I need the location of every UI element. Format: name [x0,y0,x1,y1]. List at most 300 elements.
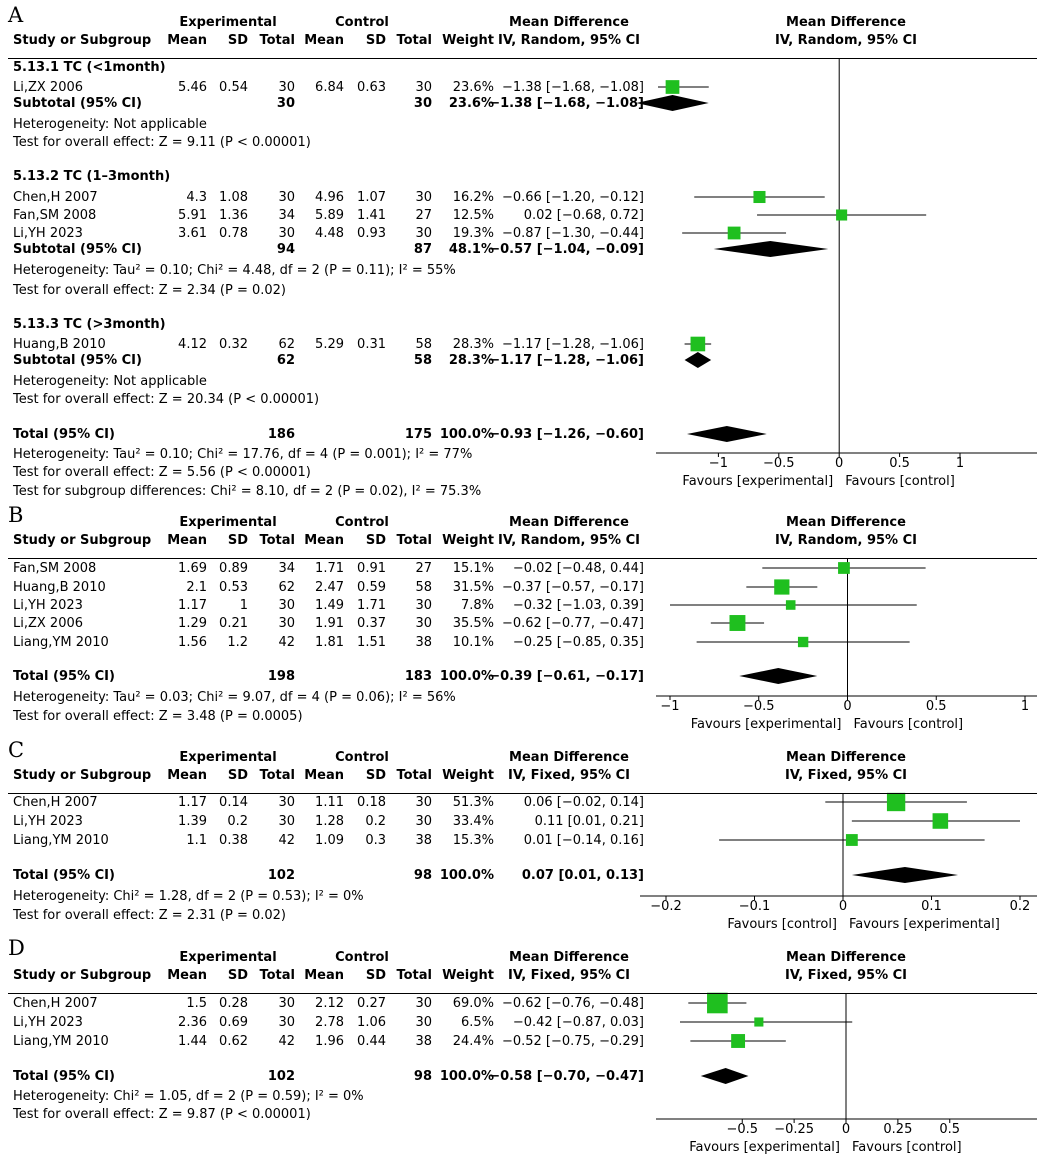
ctrl-sd-value: 1.06 [357,1015,386,1030]
exp-mean-header: Mean [167,968,207,983]
study-square-marker [836,209,847,220]
exp-sd-value: 0.21 [219,616,248,631]
exp-total-value: 30 [278,795,295,810]
statistics-note: Test for overall effect: Z = 20.34 (P < 0.00001) [13,392,320,407]
study-name: Huang,B 2010 [13,580,106,595]
subgroup-label: 5.13.3 TC (>3month) [13,317,166,332]
mean-difference-ci: −0.32 [−1.03, 0.39] [512,598,644,613]
ctrl-sd-value: 1.71 [357,598,386,613]
weight-value: 19.3% [452,226,494,241]
exp-sd-value: 0.62 [219,1034,248,1049]
ctrl-sd-value: 0.31 [357,337,386,352]
ctrl-total-value: 58 [415,337,432,352]
x-axis-tick-label: 0 [843,699,852,714]
exp-sd-value: 1.08 [219,190,248,205]
study-name: Fan,SM 2008 [13,208,97,223]
x-axis-tick-label: 0 [841,1122,851,1137]
weight-value: 10.1% [452,635,494,650]
panel-letter: B [8,503,24,527]
study-name: Liang,YM 2010 [13,833,109,848]
subtotal-diamond [636,95,708,111]
md-method-header: IV, Random, 95% CI [498,33,640,48]
ctrl-mean-value: 2.78 [315,1015,344,1030]
ctrl-mean-value: 1.81 [315,635,344,650]
study-name: Li,YH 2023 [13,598,83,613]
study-square-marker [933,813,949,829]
ctrl-total-value: 98 [413,868,432,883]
plot-title: Mean Difference [786,515,906,530]
total-label: Total (95% CI) [13,1069,115,1084]
study-name: Li,ZX 2006 [13,616,84,631]
total-label: Total (95% CI) [13,868,115,883]
weight-value: 15.1% [452,561,494,576]
control-group-header: Control [335,15,389,30]
plot-title: Mean Difference [786,950,906,965]
ctrl-mean-value: 1.11 [315,795,344,810]
exp-mean-value: 2.1 [186,580,207,595]
total-diamond [687,426,767,442]
exp-sd-value: 0.28 [219,996,248,1011]
ctrl-mean-value: 1.49 [315,598,344,613]
weight-value: 100.0% [439,669,494,684]
plot-method-header: IV, Fixed, 95% CI [784,768,908,783]
study-name: Li,ZX 2006 [13,80,84,95]
exp-total-value: 34 [278,561,295,576]
exp-total-value: 30 [278,996,295,1011]
exp-mean-value: 1.44 [178,1034,207,1049]
study-name: Chen,H 2007 [13,190,98,205]
ctrl-mean-value: 2.47 [315,580,344,595]
ctrl-sd-value: 0.18 [357,795,386,810]
exp-mean-header: Mean [167,768,207,783]
x-axis-tick-label: −0.2 [650,899,682,914]
x-axis-tick-label: −0.5 [742,699,775,714]
exp-sd-value: 0.2 [227,814,248,829]
exp-mean-value: 5.91 [178,208,207,223]
plot-method-header: IV, Fixed, 95% CI [784,968,908,983]
exp-mean-header: Mean [167,533,207,548]
control-group-header: Control [335,950,389,965]
exp-mean-value: 4.3 [186,190,207,205]
total-diamond [852,867,958,883]
ctrl-sd-header: SD [365,768,386,783]
ctrl-sd-value: 1.41 [357,208,386,223]
mean-difference-ci: −0.42 [−0.87, 0.03] [512,1015,644,1030]
exp-mean-value: 3.61 [178,226,207,241]
plot-title: Mean Difference [786,15,906,30]
exp-total-value: 30 [278,80,295,95]
experimental-group-header: Experimental [179,750,277,765]
exp-sd-header: SD [227,768,248,783]
ctrl-mean-value: 5.89 [315,208,344,223]
header-rule [8,993,1037,994]
header-rule [8,793,1037,794]
ctrl-mean-header: Mean [304,33,344,48]
exp-total-value: 62 [278,337,295,352]
exp-mean-value: 1.1 [186,833,207,848]
weight-value: 24.4% [452,1034,494,1049]
subtotal-label: Subtotal (95% CI) [13,96,142,111]
statistics-note: Test for overall effect: Z = 5.56 (P < 0.00001) [13,465,311,480]
plot-title: Mean Difference [786,750,906,765]
statistics-note: Test for overall effect: Z = 3.48 (P = 0.0005) [13,709,303,724]
weight-header: Weight [442,768,494,783]
mean-difference-ci: −0.66 [−1.20, −0.12] [501,190,644,205]
study-column-header: Study or Subgroup [13,533,152,548]
weight-value: 100.0% [439,427,494,442]
x-axis-tick-label: 0.1 [921,899,942,914]
study-name: Liang,YM 2010 [13,1034,109,1049]
exp-total-value: 102 [267,868,295,883]
favours-left-label: Favours [control] [727,917,837,932]
exp-sd-value: 0.38 [219,833,248,848]
exp-total-value: 30 [278,190,295,205]
ctrl-total-value: 38 [415,635,432,650]
ctrl-total-value: 183 [404,669,432,684]
study-name: Chen,H 2007 [13,795,98,810]
statistics-note: Test for overall effect: Z = 9.11 (P < 0.00001) [13,135,311,150]
study-name: Li,YH 2023 [13,226,83,241]
ctrl-sd-header: SD [365,533,386,548]
subtotal-label: Subtotal (95% CI) [13,242,142,257]
favours-left-label: Favours [experimental] [690,717,842,732]
experimental-group-header: Experimental [179,515,277,530]
study-square-marker [846,834,858,846]
ctrl-mean-value: 1.28 [315,814,344,829]
pooled-ci: −0.58 [−0.70, −0.47] [489,1069,644,1084]
ctrl-total-header: Total [396,968,432,983]
study-square-marker [754,1017,763,1026]
mean-difference-ci: −0.37 [−0.57, −0.17] [501,580,644,595]
x-axis-tick-label: −0.5 [763,456,795,471]
mean-difference-ci: 0.02 [−0.68, 0.72] [523,208,644,223]
ctrl-total-value: 30 [415,226,432,241]
x-axis-tick-label: −0.5 [726,1122,759,1137]
ctrl-total-value: 30 [415,996,432,1011]
subgroup-label: 5.13.2 TC (1–3month) [13,169,171,184]
mean-difference-ci: 0.06 [−0.02, 0.14] [523,795,644,810]
total-diamond [701,1068,749,1084]
ctrl-total-value: 30 [415,80,432,95]
ctrl-total-value: 30 [415,1015,432,1030]
study-square-marker [798,637,808,647]
mean-difference-ci: −0.02 [−0.48, 0.44] [512,561,644,576]
exp-total-value: 30 [278,598,295,613]
study-name: Li,YH 2023 [13,1015,83,1030]
weight-value: 51.3% [452,795,494,810]
mean-difference-ci: −0.25 [−0.85, 0.35] [512,635,644,650]
exp-mean-value: 1.69 [178,561,207,576]
subgroup-label: 5.13.1 TC (<1month) [13,60,166,75]
weight-value: 28.3% [448,353,494,368]
weight-value: 69.0% [452,996,494,1011]
weight-value: 6.5% [460,1015,494,1030]
ctrl-total-value: 98 [413,1069,432,1084]
study-column-header: Study or Subgroup [13,33,152,48]
statistics-note: Heterogeneity: Tau² = 0.03; Chi² = 9.07, df = 4 (P = 0.06); I² = 56% [13,690,456,705]
experimental-group-header: Experimental [179,15,277,30]
ctrl-total-header: Total [396,768,432,783]
statistics-note: Test for overall effect: Z = 2.34 (P = 0.02) [13,283,286,298]
mean-difference-ci: −0.62 [−0.77, −0.47] [501,616,644,631]
exp-total-value: 62 [276,353,295,368]
control-group-header: Control [335,750,389,765]
md-method-header: IV, Random, 95% CI [498,533,640,548]
exp-sd-value: 1 [239,598,248,613]
pooled-ci: 0.07 [0.01, 0.13] [521,868,644,883]
ctrl-sd-value: 1.51 [357,635,386,650]
mean-difference-ci: −0.62 [−0.76, −0.48] [501,996,644,1011]
exp-sd-value: 0.32 [219,337,248,352]
ctrl-total-value: 27 [415,208,432,223]
exp-sd-value: 0.14 [219,795,248,810]
ctrl-sd-value: 0.91 [357,561,386,576]
x-axis-tick-label: 0.2 [1009,899,1031,914]
x-axis-tick-label: −1 [660,699,680,714]
exp-mean-value: 1.17 [178,598,207,613]
ctrl-mean-value: 1.91 [315,616,344,631]
favours-right-label: Favours [control] [852,1140,962,1155]
study-name: Chen,H 2007 [13,996,98,1011]
ctrl-mean-value: 1.71 [315,561,344,576]
ctrl-sd-value: 0.37 [357,616,386,631]
ctrl-mean-value: 1.09 [315,833,344,848]
study-square-marker [731,1034,745,1048]
mean-difference-ci: −1.38 [−1.68, −1.08] [501,80,644,95]
exp-sd-header: SD [227,968,248,983]
x-axis-tick-label: 0 [838,899,848,914]
exp-total-value: 102 [267,1069,295,1084]
weight-value: 16.2% [452,190,494,205]
subtotal-diamond [685,352,712,368]
ctrl-mean-value: 2.12 [315,996,344,1011]
exp-sd-value: 1.2 [227,635,248,650]
x-axis-tick-label: −1 [708,456,728,471]
panel-letter: A [8,3,24,27]
pooled-ci: −1.38 [−1.68, −1.08] [489,96,644,111]
weight-value: 31.5% [452,580,494,595]
ctrl-total-value: 30 [415,598,432,613]
ctrl-sd-value: 0.59 [357,580,386,595]
ctrl-sd-value: 0.93 [357,226,386,241]
study-name: Fan,SM 2008 [13,561,97,576]
header-rule [8,558,1037,559]
ctrl-mean-value: 6.84 [315,80,344,95]
ctrl-sd-header: SD [365,33,386,48]
ctrl-mean-value: 4.48 [315,226,344,241]
study-square-marker [887,793,905,811]
pooled-ci: −0.39 [−0.61, −0.17] [489,669,644,684]
x-axis-tick-label: 0.25 [883,1122,913,1137]
exp-total-value: 42 [278,833,295,848]
exp-total-value: 42 [278,1034,295,1049]
study-column-header: Study or Subgroup [13,968,152,983]
exp-total-header: Total [259,768,295,783]
ctrl-sd-value: 0.44 [357,1034,386,1049]
study-name: Huang,B 2010 [13,337,106,352]
exp-total-value: 34 [278,208,295,223]
exp-total-value: 94 [276,242,295,257]
ctrl-total-header: Total [396,33,432,48]
study-name: Liang,YM 2010 [13,635,109,650]
ctrl-sd-value: 0.3 [365,833,386,848]
ctrl-total-value: 175 [404,427,432,442]
md-method-header: IV, Fixed, 95% CI [507,968,631,983]
exp-mean-value: 2.36 [178,1015,207,1030]
statistics-note: Heterogeneity: Chi² = 1.28, df = 2 (P = 0.53); I² = 0% [13,889,364,904]
exp-total-value: 198 [267,669,295,684]
ctrl-mean-value: 4.96 [315,190,344,205]
weight-value: 100.0% [439,868,494,883]
weight-value: 100.0% [439,1069,494,1084]
ctrl-total-value: 38 [415,833,432,848]
ctrl-mean-header: Mean [304,968,344,983]
exp-sd-value: 1.36 [219,208,248,223]
ctrl-total-value: 58 [413,353,432,368]
weight-header: Weight [442,33,494,48]
favours-left-label: Favours [experimental] [689,1140,840,1155]
x-axis-tick-label: 0.5 [939,1122,961,1137]
panel-letter: C [8,738,25,762]
exp-mean-value: 4.12 [178,337,207,352]
statistics-note: Heterogeneity: Chi² = 1.05, df = 2 (P = 0.59); I² = 0% [13,1089,364,1104]
study-square-marker [728,227,741,240]
exp-total-value: 186 [267,427,295,442]
total-diamond [739,668,817,684]
total-label: Total (95% CI) [13,669,115,684]
exp-sd-header: SD [227,533,248,548]
study-square-marker [666,80,680,94]
ctrl-total-value: 30 [415,616,432,631]
exp-total-value: 42 [278,635,295,650]
exp-mean-value: 1.5 [186,996,207,1011]
ctrl-mean-header: Mean [304,533,344,548]
statistics-note: Heterogeneity: Tau² = 0.10; Chi² = 17.76, df = 4 (P = 0.001); I² = 77% [13,447,473,462]
exp-total-value: 30 [278,226,295,241]
pooled-ci: −1.17 [−1.28, −1.06] [489,353,644,368]
study-column-header: Study or Subgroup [13,768,152,783]
ctrl-total-value: 30 [415,190,432,205]
exp-total-header: Total [259,533,295,548]
subtotal-diamond [714,241,829,257]
x-axis-tick-label: 0.5 [925,699,947,714]
favours-left-label: Favours [experimental] [682,474,834,489]
exp-mean-value: 1.17 [178,795,207,810]
panel-letter: D [8,936,25,960]
mean-difference-ci: 0.01 [−0.14, 0.16] [523,833,644,848]
weight-value: 33.4% [452,814,494,829]
exp-total-header: Total [259,33,295,48]
ctrl-total-value: 30 [415,814,432,829]
exp-total-value: 30 [278,616,295,631]
exp-total-value: 62 [278,580,295,595]
study-name: Li,YH 2023 [13,814,83,829]
plot-method-header: IV, Random, 95% CI [775,533,917,548]
study-square-marker [753,191,765,203]
md-column-title: Mean Difference [509,15,629,30]
x-axis-tick-label: −0.1 [738,899,771,914]
weight-value: 35.5% [452,616,494,631]
study-square-marker [729,615,745,631]
pooled-ci: −0.57 [−1.04, −0.09] [489,242,644,257]
exp-total-value: 30 [278,814,295,829]
statistics-note: Test for subgroup differences: Chi² = 8.10, df = 2 (P = 0.02), I² = 75.3% [13,484,482,499]
ctrl-total-value: 30 [413,96,432,111]
favours-right-label: Favours [control] [853,717,964,732]
ctrl-sd-value: 0.2 [365,814,386,829]
x-axis-tick-label: 0.5 [889,456,910,471]
ctrl-sd-value: 0.27 [357,996,386,1011]
mean-difference-ci: −0.87 [−1.30, −0.44] [501,226,644,241]
statistics-note: Heterogeneity: Not applicable [13,374,207,389]
experimental-group-header: Experimental [179,950,277,965]
ctrl-sd-value: 0.63 [357,80,386,95]
weight-header: Weight [442,968,494,983]
study-square-marker [707,993,728,1014]
x-axis-tick-label: −0.25 [774,1122,815,1137]
ctrl-sd-value: 1.07 [357,190,386,205]
md-method-header: IV, Fixed, 95% CI [507,768,631,783]
exp-sd-value: 0.89 [219,561,248,576]
plot-method-header: IV, Random, 95% CI [775,33,917,48]
exp-total-value: 30 [276,96,295,111]
x-axis-tick-label: 1 [1020,699,1030,714]
md-column-title: Mean Difference [509,950,629,965]
exp-mean-value: 1.56 [178,635,207,650]
mean-difference-ci: 0.11 [0.01, 0.21] [534,814,644,829]
study-square-marker [786,600,796,610]
md-column-title: Mean Difference [509,515,629,530]
study-square-marker [774,579,789,594]
mean-difference-ci: −0.52 [−0.75, −0.29] [501,1034,644,1049]
favours-right-label: Favours [control] [845,474,955,489]
control-group-header: Control [335,515,389,530]
exp-sd-value: 0.78 [219,226,248,241]
subtotal-label: Subtotal (95% CI) [13,353,142,368]
mean-difference-ci: −1.17 [−1.28, −1.06] [501,337,644,352]
favours-right-label: Favours [experimental] [849,917,1000,932]
ctrl-mean-header: Mean [304,768,344,783]
exp-total-header: Total [259,968,295,983]
weight-value: 15.3% [452,833,494,848]
exp-mean-value: 1.29 [178,616,207,631]
exp-mean-header: Mean [167,33,207,48]
exp-sd-header: SD [227,33,248,48]
exp-total-value: 30 [278,1015,295,1030]
exp-sd-value: 0.53 [219,580,248,595]
study-square-marker [691,337,706,352]
ctrl-total-value: 87 [413,242,432,257]
weight-value: 23.6% [452,80,494,95]
x-axis-tick-label: 0 [835,456,844,471]
md-column-title: Mean Difference [509,750,629,765]
total-label: Total (95% CI) [13,427,115,442]
exp-mean-value: 1.39 [178,814,207,829]
ctrl-total-value: 27 [415,561,432,576]
exp-sd-value: 0.54 [219,80,248,95]
weight-value: 23.6% [448,96,494,111]
weight-header: Weight [442,533,494,548]
exp-mean-value: 5.46 [178,80,207,95]
statistics-note: Test for overall effect: Z = 9.87 (P < 0.00001) [13,1107,311,1122]
ctrl-mean-value: 5.29 [315,337,344,352]
statistics-note: Heterogeneity: Tau² = 0.10; Chi² = 4.48, df = 2 (P = 0.11); I² = 55% [13,263,456,278]
study-square-marker [838,562,850,574]
pooled-ci: −0.93 [−1.26, −0.60] [489,427,644,442]
x-axis-tick-label: 1 [955,456,965,471]
ctrl-total-header: Total [396,533,432,548]
ctrl-total-value: 38 [415,1034,432,1049]
